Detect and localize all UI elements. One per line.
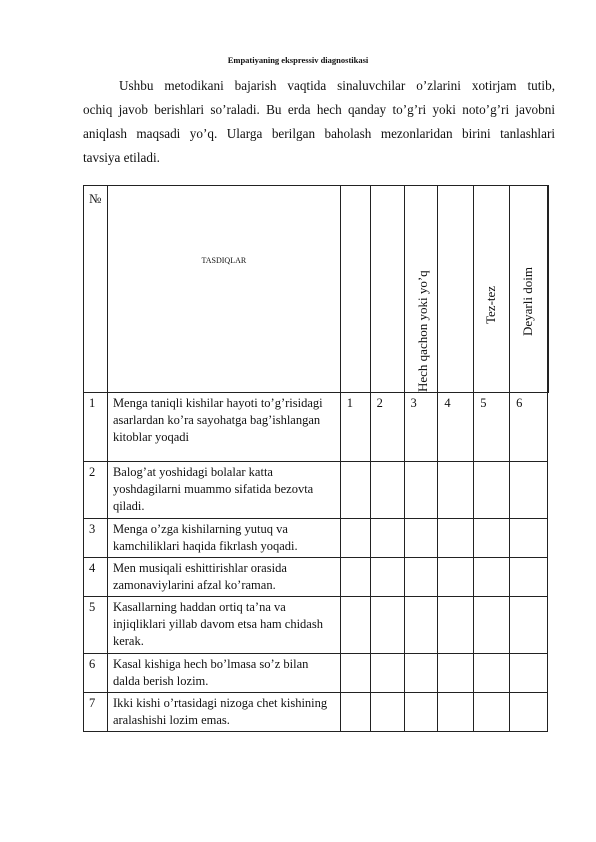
score-cell[interactable]: 3 [404, 393, 438, 462]
row-number: 7 [84, 693, 108, 732]
score-cell[interactable] [404, 462, 438, 519]
score-cell[interactable]: 1 [340, 393, 370, 462]
score-cell[interactable] [370, 462, 404, 519]
score-cell[interactable] [510, 654, 548, 693]
score-cell[interactable] [370, 558, 404, 597]
header-col-7 [548, 186, 549, 393]
rotated-column-label: Tez-tez [483, 285, 499, 324]
statement-text: Menga o’zga kishilarning yutuq va kamchiliklari haqida fikrlash yoqadi. [107, 519, 340, 558]
table-row [84, 597, 549, 654]
score-cell[interactable] [438, 558, 474, 597]
statement-text: Menga taniqli kishilar hayoti to’g’risidagi asarlardan ko’ra sayohatga bag’ishlangan kitoblar yoqadi [107, 393, 340, 462]
score-cell[interactable] [474, 519, 510, 558]
score-cell[interactable] [510, 558, 548, 597]
score-cell[interactable] [370, 654, 404, 693]
score-cell[interactable]: 5 [474, 393, 510, 462]
table-row [84, 558, 549, 597]
score-cell[interactable] [474, 693, 510, 732]
statement-text: Ikki kishi o’rtasidagi nizoga chet kishining aralashishi lozim emas. [107, 693, 340, 732]
header-col-1 [340, 186, 370, 393]
score-cell[interactable] [510, 519, 548, 558]
score-cell[interactable] [340, 462, 370, 519]
header-col-5 [474, 186, 510, 393]
score-cell[interactable] [340, 558, 370, 597]
statements-heading: TASDIQLAR [201, 256, 247, 265]
header-col-2 [370, 186, 404, 393]
score-cell[interactable] [404, 693, 438, 732]
row-number: 3 [84, 519, 108, 558]
table-row [84, 693, 549, 732]
score-cell[interactable]: 2 [370, 393, 404, 462]
rotated-column-label: Hech qachon yoki yo’q [414, 270, 430, 392]
header-col-4 [438, 186, 474, 393]
intro-line: tavsiya etiladi. [83, 150, 160, 165]
score-cell[interactable] [404, 654, 438, 693]
intro-line: ochiq javob berishlari so’raladi. Bu erda hech qanday to’g’ri yoki noto’g’ri javobni [83, 102, 555, 117]
header-statements-cell [107, 186, 340, 393]
score-cell[interactable] [404, 519, 438, 558]
header-col-3 [404, 186, 438, 393]
table-row [84, 654, 549, 693]
questionnaire-table [83, 185, 549, 732]
number-sign: № [89, 191, 102, 206]
row-number: 6 [84, 654, 108, 693]
score-cell[interactable] [510, 462, 548, 519]
table-row [84, 519, 549, 558]
statement-text: Kasallarning haddan ortiq ta’na va injiqliklari yillab davom etsa ham chidash kerak. [107, 597, 340, 654]
score-cell[interactable] [438, 597, 474, 654]
score-cell[interactable] [438, 462, 474, 519]
statement-text: Kasal kishiga hech bo’lmasa so’z bilan dalda berish lozim. [107, 654, 340, 693]
header-num-cell [84, 186, 108, 393]
score-cell[interactable] [438, 519, 474, 558]
score-cell[interactable] [510, 693, 548, 732]
statement-text: Men musiqali eshittirishlar orasida zamonaviylarini afzal ko’raman. [107, 558, 340, 597]
table-header-row [84, 186, 549, 393]
row-number: 4 [84, 558, 108, 597]
rotated-column-label: Deyarli doim [520, 267, 536, 336]
score-cell[interactable] [340, 693, 370, 732]
intro-line: aniqlash maqsadi yo’q. Ularga berilgan baholash mezonlaridan birini tanlashlari [83, 126, 555, 141]
intro-paragraph [83, 74, 555, 170]
score-cell[interactable] [474, 597, 510, 654]
intro-line: Ushbu metodikani bajarish vaqtida sinaluvchilar o’zlarini xotirjam tutib, [119, 78, 555, 93]
score-cell[interactable] [404, 597, 438, 654]
score-cell[interactable]: 4 [438, 393, 474, 462]
header-col-6 [510, 186, 548, 393]
row-number: 2 [84, 462, 108, 519]
row-number: 5 [84, 597, 108, 654]
table-row [84, 393, 549, 462]
score-cell[interactable] [340, 597, 370, 654]
table-row [84, 462, 549, 519]
document-title: Empatiyaning ekspressiv diagnostikasi [227, 55, 369, 65]
score-cell[interactable] [370, 597, 404, 654]
score-cell[interactable] [370, 693, 404, 732]
score-cell[interactable] [474, 558, 510, 597]
score-cell[interactable] [404, 558, 438, 597]
score-cell[interactable] [370, 519, 404, 558]
statement-text: Balog’at yoshidagi bolalar katta yoshdagilarni muammo sifatida bezovta qiladi. [107, 462, 340, 519]
score-cell[interactable] [510, 597, 548, 654]
score-cell[interactable] [438, 693, 474, 732]
score-cell[interactable]: 6 [510, 393, 548, 462]
row-number: 1 [84, 393, 108, 462]
score-cell[interactable] [340, 654, 370, 693]
score-cell[interactable] [474, 462, 510, 519]
score-cell[interactable] [340, 519, 370, 558]
score-cell[interactable] [438, 654, 474, 693]
score-cell[interactable] [474, 654, 510, 693]
